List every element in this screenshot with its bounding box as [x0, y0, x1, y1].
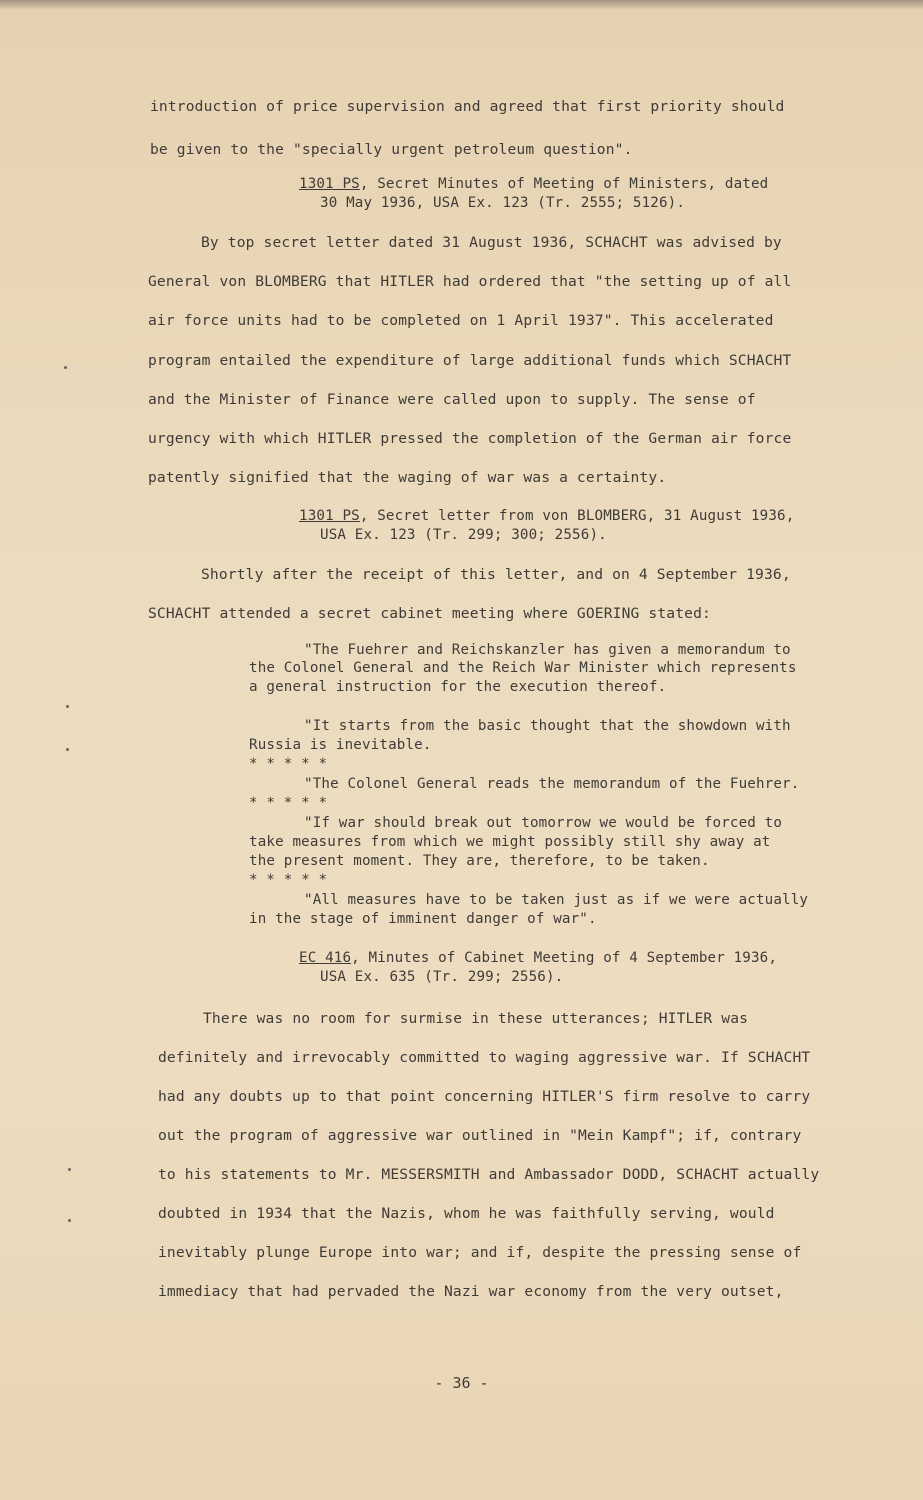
citation-3-line-1 [299, 950, 777, 966]
citation-3-line-2: USA Ex. 635 (Tr. 299; 2556). [320, 969, 564, 985]
paragraph-4-line-2: definitely and irrevocably committed to waging aggressive war. If SCHACHT [158, 1049, 811, 1066]
paragraph-2-line-2: General von BLOMBERG that HITLER had ordered that "the setting up of all [148, 273, 792, 290]
page-number: - 36 - [434, 1374, 489, 1392]
quote-4-line-2: take measures from which we might possibly still shy away at [249, 834, 771, 850]
paragraph-2-line-6: urgency with which HITLER pressed the completion of the German air force [148, 430, 792, 447]
paragraph-4-line-8: immediacy that had pervaded the Nazi war economy from the very outset, [158, 1283, 784, 1300]
citation-3-text: , Minutes of Cabinet Meeting of 4 September 1936, [351, 950, 778, 966]
paragraph-4-line-6: doubted in 1934 that the Nazis, whom he was faithfully serving, would [158, 1205, 775, 1222]
scan-speck [64, 366, 67, 369]
quote-2-line-2: Russia is inevitable. [249, 737, 432, 753]
citation-3-reference: EC 416 [299, 950, 352, 966]
quote-4-line-1: "If war should break out tomorrow we would be forced to [304, 815, 783, 831]
paragraph-2-line-7: patently signified that the waging of war was a certainty. [148, 469, 667, 486]
ellipsis-stars-2: * * * * * [249, 795, 328, 811]
quote-1-line-3: a general instruction for the execution thereof. [249, 679, 667, 695]
quote-4-line-3: the present moment. They are, therefore, to be taken. [249, 853, 710, 869]
quote-1-line-2: the Colonel General and the Reich War Minister which represents [249, 660, 797, 676]
paragraph-3-line-1: Shortly after the receipt of this letter, and on 4 September 1936, [201, 566, 791, 583]
scan-speck [68, 1168, 71, 1171]
paragraph-2-line-5: and the Minister of Finance were called upon to supply. The sense of [148, 391, 756, 408]
paragraph-4-line-3: had any doubts up to that point concerning HITLER'S firm resolve to carry [158, 1088, 811, 1105]
paragraph-1-line-1: introduction of price supervision and agreed that first priority should [150, 98, 785, 115]
citation-1-text: , Secret Minutes of Meeting of Ministers, dated [359, 176, 769, 192]
citation-1-line-2: 30 May 1936, USA Ex. 123 (Tr. 2555; 5126). [320, 195, 686, 211]
scan-speck [66, 748, 69, 751]
paragraph-2-line-3: air force units had to be completed on 1 April 1937". This accelerated [148, 312, 774, 329]
scan-speck [66, 705, 69, 708]
citation-2-reference: 1301 PS [299, 508, 360, 524]
citation-2-line-1 [299, 508, 794, 524]
paragraph-2-line-4: program entailed the expenditure of large additional funds which SCHACHT [148, 352, 792, 369]
scan-speck [68, 1219, 71, 1222]
paragraph-1-line-2: be given to the "specially urgent petroleum question". [150, 141, 633, 158]
ellipsis-stars-3: * * * * * [249, 872, 328, 888]
paragraph-4-line-1: There was no room for surmise in these utterances; HITLER was [203, 1010, 749, 1027]
quote-3-line-1: "The Colonel General reads the memorandum of the Fuehrer. [304, 776, 800, 792]
quote-2-line-1: "It starts from the basic thought that the showdown with [304, 718, 791, 734]
citation-2-line-2: USA Ex. 123 (Tr. 299; 300; 2556). [320, 527, 607, 543]
paragraph-3-line-2: SCHACHT attended a secret cabinet meeting where GOERING stated: [148, 605, 711, 622]
citation-2-text: , Secret letter from von BLOMBERG, 31 August 1936, [359, 508, 795, 524]
paragraph-2-line-1: By top secret letter dated 31 August 1936, SCHACHT was advised by [201, 234, 782, 251]
quote-5-line-2: in the stage of imminent danger of war". [249, 911, 597, 927]
scan-top-edge [0, 0, 923, 10]
citation-1-line-1 [299, 176, 768, 192]
paragraph-4-line-4: out the program of aggressive war outlined in "Mein Kampf"; if, contrary [158, 1127, 802, 1144]
quote-5-line-1: "All measures have to be taken just as if we were actually [304, 892, 809, 908]
citation-1-reference: 1301 PS [299, 176, 360, 192]
quote-1-line-1: "The Fuehrer and Reichskanzler has given a memorandum to [304, 642, 791, 658]
ellipsis-stars-1: * * * * * [249, 756, 328, 772]
paragraph-4-line-7: inevitably plunge Europe into war; and if, despite the pressing sense of [158, 1244, 802, 1261]
paragraph-4-line-5: to his statements to Mr. MESSERSMITH and Ambassador DODD, SCHACHT actually [158, 1166, 820, 1183]
